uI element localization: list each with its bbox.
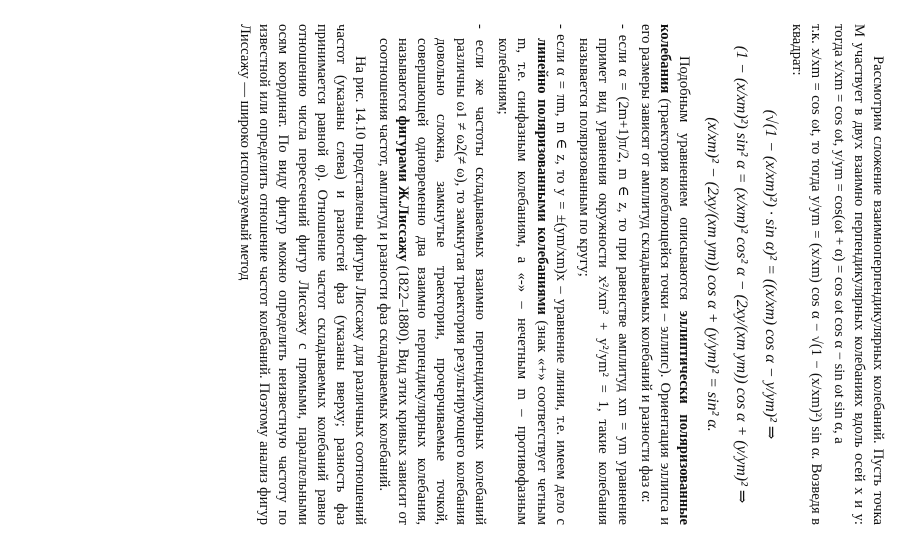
circular-polarization-item: - если α = (2m+1)π/2, m ∈ z, то при равенстве амплитуд xm = ym уравнение примет вид уравнения окружности x²/xm² + y²/ym² = 1, такие колебания называется поляризованным по кругу; [576,24,631,525]
linear-item-start: - если α = πm, m ∈ z, то y = ±(ym/xm)x – уравнение линии, т.е. имеем дело с [552,24,569,525]
derivation-paragraph: т.к. x/xm = cos ωt, то тогда y/ym = (x/xm) cos α − √(1 − (x/xm)²) sin α. Возведя в квадрат: [789,24,825,525]
lissajous-item [373,24,489,525]
ellipse-paragraph-end: (траектория колеблющейся точки – эллипс). Ориентация эллипса и его размеры зависят от амплитуд складываемых колебаний и разности фаз α: [637,24,674,525]
formula-ellipse: (x/xm)² − (2xy/(xm ym)) cos α + (y/ym)² = sin² α. [703,117,721,432]
linear-item-end: (знак «+» соответствует четным m, т.е. синфазным колебаниям, а «-» – нечетным m – противофазным колебаниям; [495,38,550,525]
formula-squared: (√(1 − (x/xm)²) · sin α)² = ((x/xm) cos α − y/ym)² ⇒ [761,109,779,440]
linear-term: линейно поляризованными колебаниями [533,38,550,315]
lissajous-term: фигурами Ж.Лиссажу [394,115,411,262]
ellipse-paragraph-start: Подобным уравнением описываются [676,56,693,311]
ellipse-term: эллиптически поляризованные колебания [657,24,693,525]
figure-description-paragraph: На рис. 14.10 представлены фигуры Лиссажу для различных соотношений частот (указаны слева) и разностей фаз (указаны вверху; разность фаз принимается равной φ). Отношение частот складываемых колебаний равно отношению числа пересечений фигур Лиссажу с прямыми, параллельными осям координат. По виду фигур можно определить неизвестную частоту по известной или определить отношение частот колебаний. Поэтому анализ фигур Лиссажу — широко используемый метод [236,24,369,525]
linear-polarization-item [493,24,570,525]
intro-paragraph: Рассмотрим сложение взаимноперпендикулярных колебаний. Пусть точка М участвует в двух взаимно перпендикулярных колебаниях вдоль осей x и y: тогда x/xm = cos ωt, y/ym = cos(ωt + α) = cos ωt cos α − sin ωt sin α, а [831,24,886,525]
formula-expanded: (1 − (x/xm)²) sin² α = (x/xm)² cos² α − (2xy/(xm ym)) cos α + (y/ym)² ⇒ [732,45,750,504]
ellipse-paragraph [636,24,694,525]
lissajous-item-start: - если же частоты складываемых взаимно перпендикулярных колебаний различны ω1 ≠ ω2(≠ ω), то замкнутая траектория результирующего колебания довольно сложна, замкнутые траектории, прочерчиваемые точкой, совершающей одновременно два взаимно перпендикулярных колебания, называются [394,24,488,525]
lissajous-item-end: (1822–1880). Вид этих кривых зависит от соотношения частот, амплитуд и разности фаз складываемых колебаний. [375,38,411,525]
